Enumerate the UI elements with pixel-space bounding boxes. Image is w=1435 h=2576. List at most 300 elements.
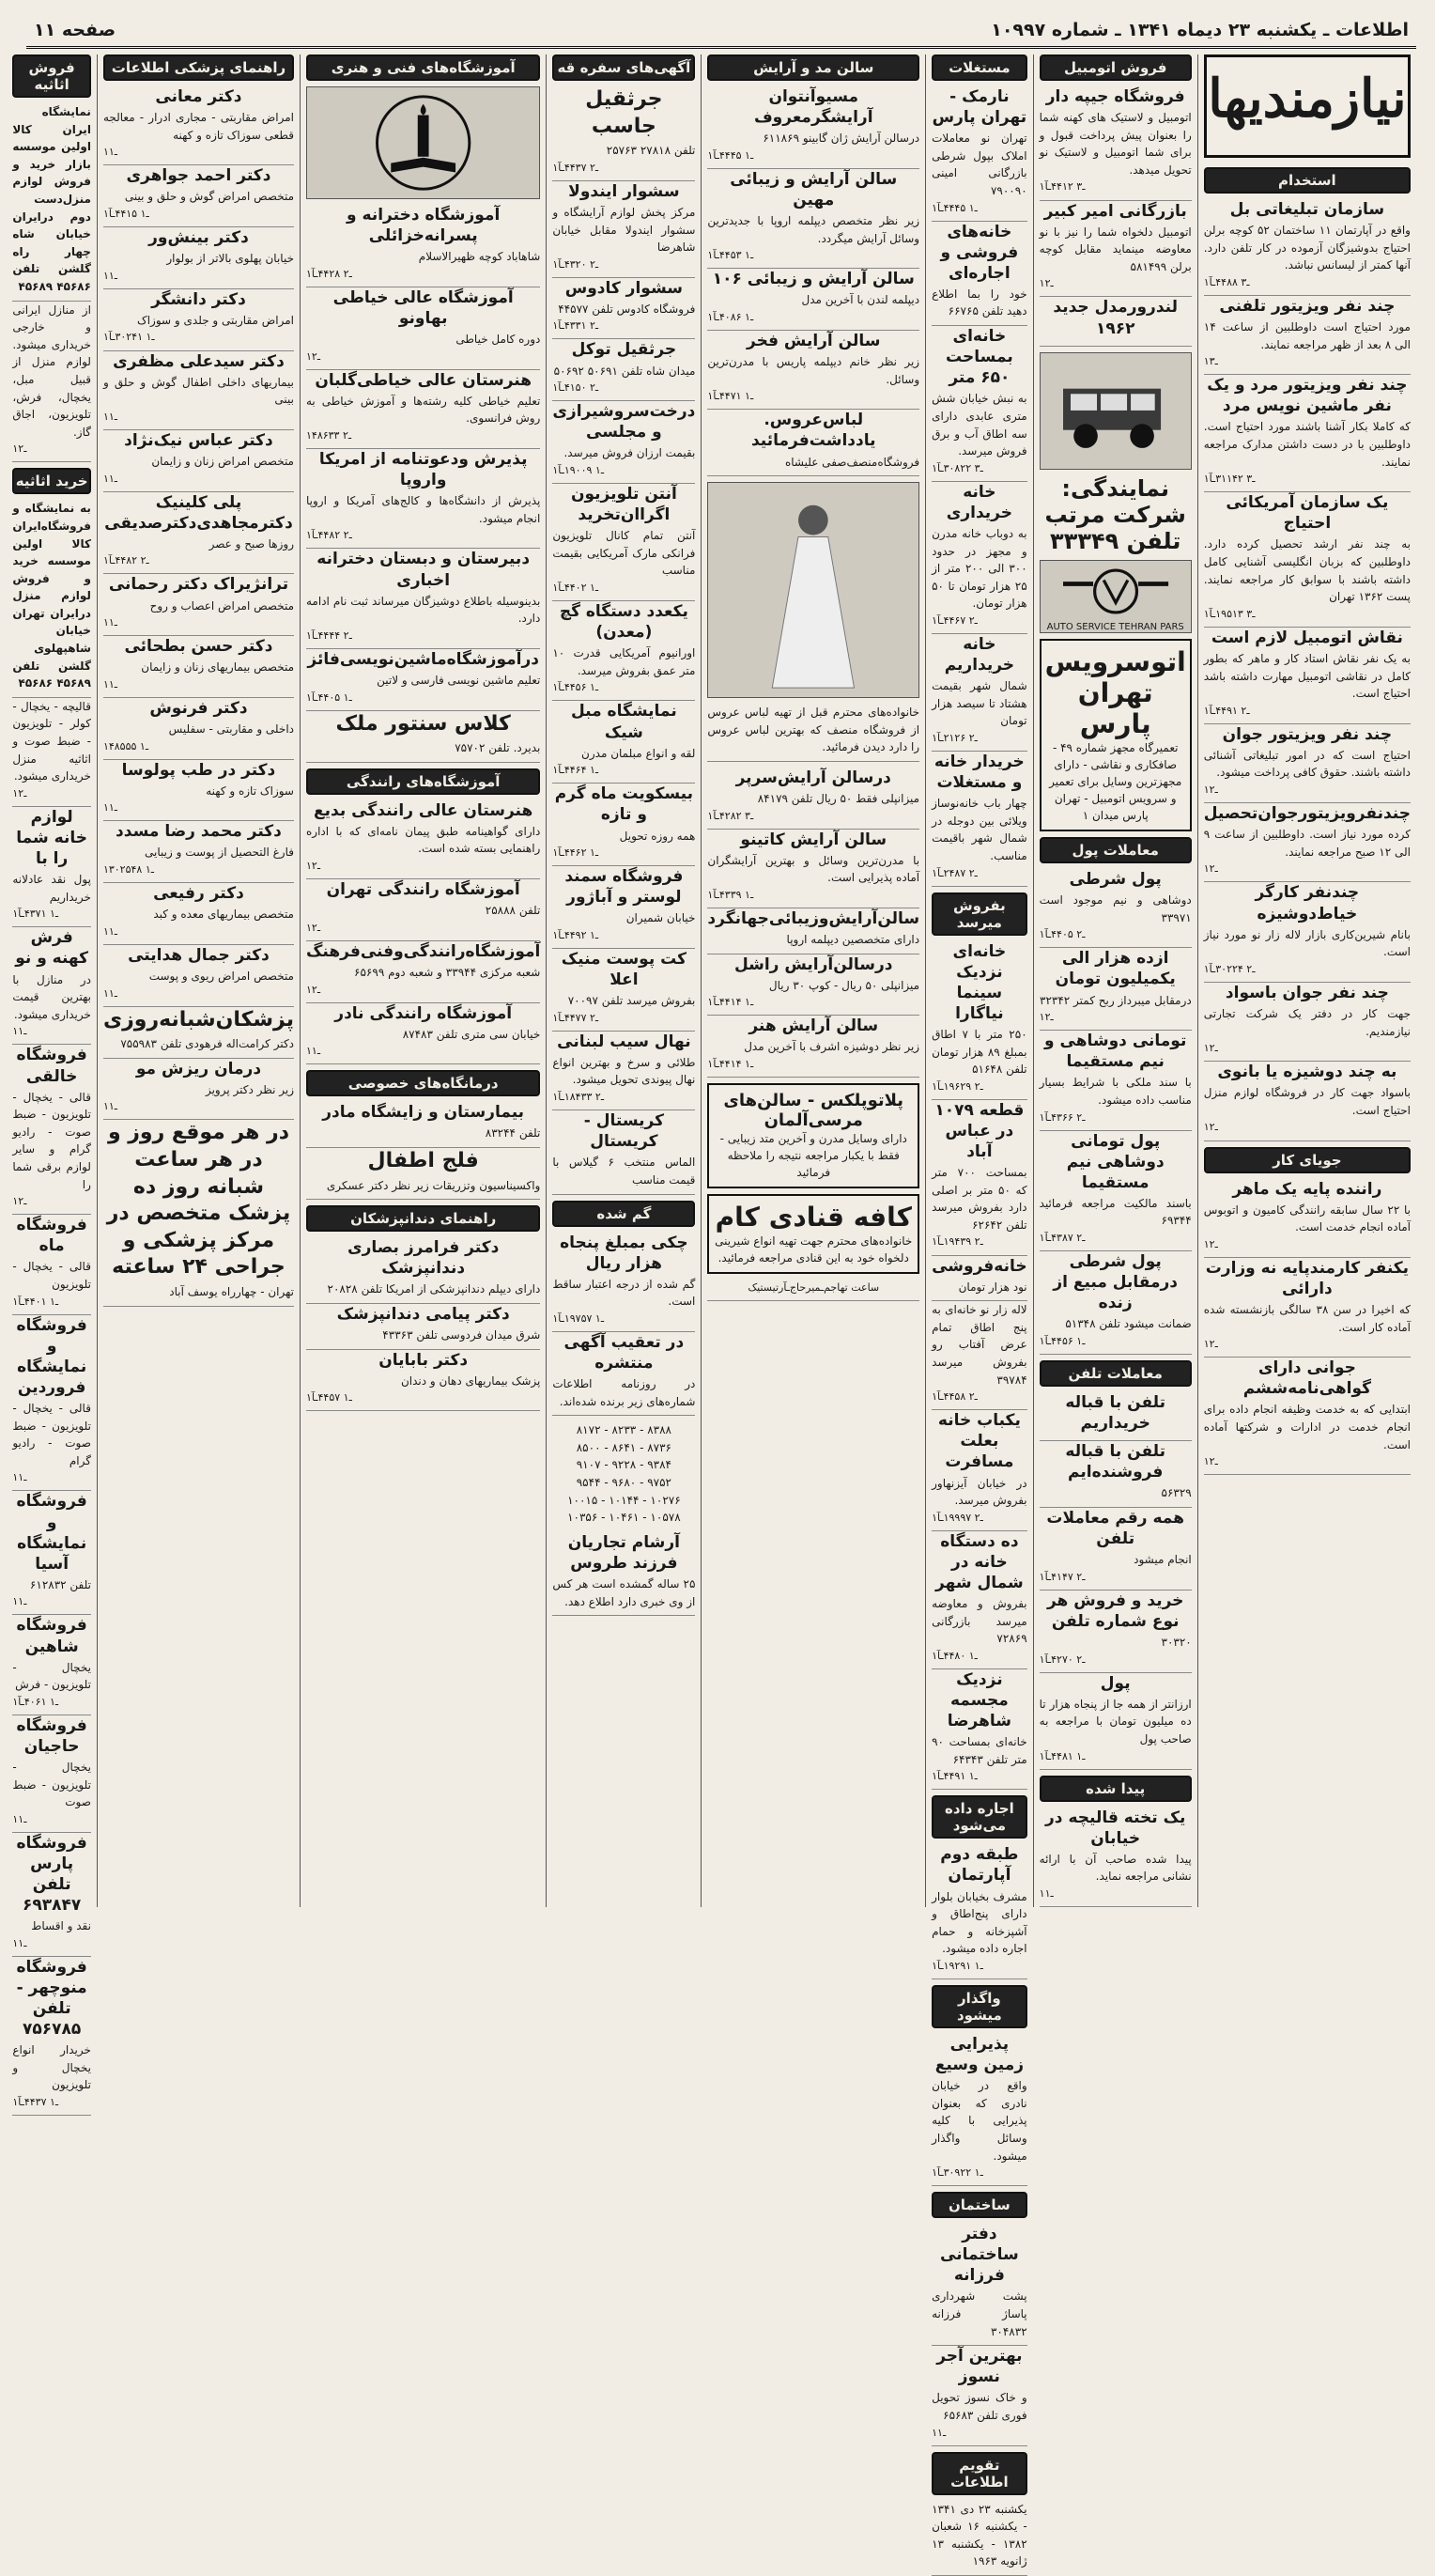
ad-body: فروشگاه کادوس تلفن ۴۴۵۷۷ <box>558 302 696 316</box>
ad-heading: در هر موقع روز و در هر ساعت شبانه روز ده پزشک متخصص در مرکز پزشکی و جراحی ۲۴ ساعته <box>106 1121 291 1280</box>
ad-body: مورد احتیاج است داوطلبین از ساعت ۱۴ الی ۸ بعد از ظهر مراجعه نمایند. <box>1203 320 1411 351</box>
ad-reference: ۱ـ۱ ۴۸۵۵۵ <box>102 739 149 753</box>
classified-ad <box>306 879 540 941</box>
ad-body: با سند ملکی با شرایط بسیار مناسب داده میشود. <box>1039 1076 1192 1107</box>
ad-body: تلفن ۸۳۲۴۴ <box>485 1126 541 1141</box>
ad-heading: جرثقیل جاسب <box>585 87 663 138</box>
ad-reference: ۱ـ۱ ۴۳۳۹ـآ <box>707 888 754 901</box>
ad-reference: ۱ـ۲ <box>306 349 321 363</box>
ad-heading: فروشگاه منوچهر - تلفن ۷۵۶۷۸۵ <box>16 1957 87 2040</box>
classified-ad <box>707 410 919 476</box>
ad-heading: سشوار کادوس <box>564 278 683 298</box>
ad-reference: ۱ـ۲ <box>1203 784 1218 797</box>
ad-body: زیر نظر متخصص دیپلمه اروپا با جدیدترین وسائل آرایش میگردد. <box>707 214 920 245</box>
classified-ad <box>306 1148 540 1200</box>
ad-heading: فروشگاه جیپه دار <box>1045 87 1185 106</box>
ad-heading: خانه خریداری <box>946 482 1012 522</box>
ad-heading: درخت‌سروشیرازی و مجلسی <box>552 402 696 442</box>
ad-heading: خانه‌ای بمساحت ۶۵۰ متر <box>946 327 1013 388</box>
classified-ad <box>1040 1251 1192 1355</box>
ad-reference: ۱ـ۱ ۳۰۹۲۲ـآ <box>932 2166 983 2180</box>
property-ads <box>932 86 1027 887</box>
ad-body: خانه‌ای بمساحت ۹۰ متر تلفن ۶۴۳۴۳ <box>932 1735 1027 1766</box>
section-header-dentists: راهنمای دندانپزشکان <box>306 1205 540 1232</box>
ad-body: تعلیم خیاطی کلیه رشته‌ها و آموزش خیاطی به روش فرانسوی. <box>306 394 541 426</box>
classified-ad <box>1040 1508 1192 1591</box>
ad-heading: تلفن با قباله خریداریم <box>1065 1393 1165 1434</box>
ad-reference: ۱ـ۱ <box>12 1025 27 1038</box>
classified-ad <box>1204 1062 1411 1141</box>
ad-body: واقع در خیابان نادری که بعنوان پذیرایی با کلیه وسائل واگذار میشود. <box>932 2079 1027 2163</box>
classified-ad <box>103 574 294 636</box>
ad-body: با ۲۲ سال سابقه رانندگی کامیون و اتوبوس آماده انجام خدمت است. <box>1203 1203 1412 1234</box>
ad-heading: یکنفر کارمندپایه نه وزارت دارائی <box>1205 1258 1410 1298</box>
ad-heading: در تعقیب آگهی منتشره <box>563 1332 685 1373</box>
classified-ad <box>1040 1591 1192 1673</box>
ad-reference: ۱ـ۱ ۴۴۷۱ـآ <box>707 390 754 403</box>
ad-body: نود هزار تومان <box>958 1280 1027 1294</box>
ad-body: قالی - یخچال - تلویزیون - ضبط صوت - رادیو گرام <box>12 1402 91 1467</box>
ad-body: متخصص امراض زنان و زایمان <box>151 454 294 468</box>
ad-heading: لباس‌عروس. یادداشت‌فرمائید <box>750 411 876 451</box>
ad-body: میزانپلی فقط ۵۰ ریال تلفن ۸۴۱۷۹ <box>757 791 920 805</box>
building-ads <box>932 2224 1027 2445</box>
ad-heading: فروشگاه و نمایشگاه آسیا <box>16 1492 87 1574</box>
ad-heading: نمایشگاه مبل شیک <box>571 702 677 742</box>
classified-ad <box>1204 296 1411 375</box>
ad-heading: سالن‌آرایش‌وزیبائی‌جهانگرد <box>707 908 920 928</box>
classified-ad <box>103 698 294 760</box>
classified-ad <box>12 807 91 928</box>
ad-body: متخصص امراض اعصاب و روح <box>149 598 294 613</box>
ad-heading: خانه‌های فروشی و اجاره‌ای <box>940 222 1019 283</box>
ad-body: ابتدایی که به خدمت وظیفه انجام داده برای انجام خدمت در ادارات و شرکتها آماده است. <box>1203 1403 1411 1451</box>
ad-reference: ۱ـ۱ ۴۳۷۱ـآ <box>12 908 59 921</box>
ad-heading: دکتر در طب پولوسا <box>121 760 276 780</box>
more-salon-ads <box>707 768 919 1078</box>
ad-body: بدیرد. تلفن ۷۵۷۰۲ <box>455 741 541 755</box>
classified-ad <box>552 1233 695 1332</box>
ad-reference: ۱ـ۲ ۴۳۶۶ـآ <box>1039 1110 1086 1124</box>
furniture-sale-ads <box>12 103 91 462</box>
ad-heading: دکتر عباس نیک‌نژاد <box>124 430 273 450</box>
classified-ad <box>103 430 294 492</box>
ad-body: به چند نفر ارشد تحصیل کرده دارد. داوطلبین که بزبان انگلیسی آشنایی کامل داشته باشند با سوابق کار مراجعه نمایند. پست ۱۳۶۲ تهران <box>1203 537 1411 604</box>
ad-body: تعلیم ماشین نویسی فارسی و لاتین <box>377 673 541 687</box>
ad-heading: خانه‌ای نزدیک سینما نیاگارا <box>952 941 1007 1023</box>
ad-reference: ۱ـ۱ ۱۹۰۰۹ـآ <box>552 464 605 476</box>
ad-body: زیر نظر خانم دیپلمه پاریس با مدرن‌ترین وسائل. <box>707 355 920 386</box>
ad-body: بمساحت ۷۰۰ متر که ۵۰ متر بر اصلی دارد بفروش میرسد تلفن ۶۲۶۴۲ <box>932 1166 1027 1232</box>
ad-body: انجام میشود <box>1134 1553 1192 1567</box>
classified-ad <box>932 326 1027 482</box>
ad-heading: درمان ریزش مو <box>135 1059 262 1079</box>
ad-reference: ۱ـ۱ <box>102 1100 118 1113</box>
ad-reference: ۱ـ۲ ۴۸۶۳۳ <box>306 428 352 442</box>
ad-heading: سالن آرایش و زیبائی مهین <box>730 169 898 209</box>
classified-ad <box>707 331 919 410</box>
ad-body: شعبه مرکزی ۳۳۹۴۴ و شعبه دوم ۶۵۶۹۹ <box>354 965 541 979</box>
number-row: ۱۰۰۱۵ - ۱۰۱۴۴ - ۱۰۲۷۶ <box>567 1493 681 1507</box>
ad-heading: لندرورمدل جدید ۱۹۶۲ <box>1053 298 1178 338</box>
classified-ad <box>306 800 540 879</box>
ad-body: قالیچه - یخچال - کولر - تلویزیون - ضبط صوت و اثاثیه منزل خریداری میشود. <box>12 699 91 784</box>
ad-reference: ۱ـ۲ ۴۴۷۷ـآ <box>552 1011 599 1024</box>
ad-body: امراض مقاربتی - مجاری ادرار - معالجه قطعی سوزاک تازه و کهنه <box>102 111 294 142</box>
ad-reference: ۱ـ۱ <box>932 2426 947 2439</box>
ad-reference: ۱ـ۲ ۴۱۴۷ـآ <box>1039 1570 1086 1583</box>
section-header-phone: معاملات تلفن <box>1040 1360 1192 1387</box>
ad-heading: پزشکان‌شبانه‌روزی <box>102 1007 294 1032</box>
issue-line: اطلاعات ـ یکشنبه ۲۳ دیماه ۱۳۴۱ ـ شماره ۱۰۹۹۷ <box>991 19 1409 40</box>
transfer-ads <box>932 2034 1027 2186</box>
classified-ad <box>552 784 695 866</box>
closing-ads <box>552 1532 695 1616</box>
ad-body: گم شده از درجه اعتبار ساقط است. <box>552 1277 696 1309</box>
ad-reference: ۱ـ۳ ۴۴۱۲ـآ <box>1039 180 1086 194</box>
ad-heading: هنرستان عالی خیاطی‌گلبان <box>315 370 532 390</box>
bride-icon <box>708 483 918 697</box>
ad-heading: یک سازمان آمریکائی احتیاج <box>1226 493 1389 534</box>
classified-ad <box>1040 201 1192 298</box>
bride-text: خانواده‌های محترم قبل از تهیه لباس عروس از فروشگاه منصف که بهترین لباس عروس را دارد دیدن فرمائید. <box>707 704 919 762</box>
classified-ad <box>552 866 695 949</box>
ad-heading: نزدیک مجسمه شاهرضا <box>947 1669 1012 1731</box>
calendar-text: یکشنبه ۲۳ دی ۱۳۴۱ - یکشنبه ۱۶ شعبان ۱۳۸۲ - یکشنبه ۱۳ ژانویه ۱۹۶۳ <box>932 2501 1027 2576</box>
ad-reference: ۱ـ۱ <box>12 1595 27 1608</box>
classified-ad <box>707 830 919 908</box>
lost-ads <box>552 1233 695 1417</box>
ad-reference: ۱ـ۳ ۴۲۸۲ـآ <box>707 809 754 822</box>
classified-ad <box>552 701 695 784</box>
section-header-doctors: راهنمای پزشکی اطلاعات <box>103 54 294 81</box>
ad-body: دوشاهی و نیم موجود است ۳۳۹۷۱ <box>1039 893 1192 924</box>
section-header-art-schools: آموزشگاه‌های فنی و هنری <box>306 54 540 81</box>
ad-reference: ۱ـ۱ ۴۴۵۷ـآ <box>306 1391 352 1404</box>
classified-ad <box>12 927 91 1045</box>
ad-body: ضمانت میشود تلفن ۵۱۳۴۸ <box>1065 1317 1192 1331</box>
section-title: نیازمندیها <box>1204 54 1411 158</box>
ad-reference: ۱ـ۱ ۴۴۸۱ـآ <box>1039 1749 1086 1762</box>
ad-reference: ۱ـ۲ <box>306 921 321 934</box>
ad-body: به دوباب خانه مدرن و مجهز در حدود ۳۰۰ الی ۲۰۰ متر از ۲۵ هزار تومان تا ۵۰ هزار تومان. <box>932 526 1027 611</box>
ad-heading: فروشگاه خالقی <box>16 1046 87 1086</box>
section-header-transfer: واگذار میشود <box>932 1985 1027 2028</box>
furniture-buy-ads <box>12 500 91 2116</box>
doctor-ads <box>103 86 294 1307</box>
ad-body: بقیمت ارزان فروش میرسد. <box>563 446 696 460</box>
ad-heading: آموزشگاه‌رانندگی‌وفنی‌فرهنگ <box>306 941 541 961</box>
ad-body: قالی - یخچال - تلویزیون - ضبط صوت - رادیو گرام و سایر لوازم برقی شما را <box>12 1090 91 1191</box>
classified-ad <box>1040 948 1192 1031</box>
ad-body: درمقابل میبرداز ربح کمتر ۳۲۳۴۲ <box>1040 993 1192 1007</box>
classified-ad <box>932 222 1027 326</box>
ad-heading: هنرستان عالی رانندگی بدیع <box>314 800 533 820</box>
ad-reference: ۱ـ۱ ۴۴۰۱ـآ <box>12 1295 59 1308</box>
classified-ad <box>306 1102 540 1148</box>
ad-body: متخصص بیماریهای معده و کبد <box>153 908 294 922</box>
classified-ad <box>932 634 1027 752</box>
section-header-furniture-buy: خرید اثاثیه <box>12 468 91 494</box>
ad-heading: تومانی دوشاهی و نیم مستقیما <box>1044 1032 1187 1072</box>
classified-ad <box>12 1715 91 1833</box>
ad-heading: جوانی دارای گواهی‌نامه‌ششم <box>1242 1358 1372 1399</box>
ad-heading: درسالن آرایش‌سرپر <box>735 768 891 787</box>
ad-heading: ازده هزار الی یکمیلیون تومان <box>1055 949 1176 989</box>
ad-heading: دکتر حسن بطحائی <box>124 637 273 657</box>
number-row: ۱۰۳۵۶ - ۱۰۴۶۱ - ۱۰۵۷۸ <box>567 1511 681 1525</box>
ad-heading: لوازم خانه شما را با <box>16 807 88 869</box>
classified-ad <box>1040 869 1192 948</box>
ad-heading: راننده پایه یک ماهر <box>1232 1179 1382 1199</box>
classified-ad <box>932 1531 1027 1669</box>
ad-heading: پذیرایی زمین وسیع <box>934 2034 1025 2075</box>
ad-reference: ۱ـ۲ ۴۴۳۷ـآ <box>552 161 599 174</box>
cafe-ad <box>707 1194 919 1274</box>
ad-body: خود را بما اطلاع دهید تلفن ۶۶۷۶۵ <box>932 287 1027 318</box>
ad-heading: بیسکویت ماه گرم و تازه <box>554 784 693 825</box>
column-6 <box>300 54 546 1907</box>
section-header-driving: آموزشگاه‌های رانندگی <box>306 768 540 795</box>
classified-ad <box>707 269 919 331</box>
ad-body: ۲۵ ساله گمشده است هر کس از وی خبری دارد اطلاع دهد. <box>552 1577 696 1608</box>
ad-reference: ۱ـ۱ ۴۴۶۴ـآ <box>552 764 599 777</box>
section-header-calendar: تقویم اطلاعات <box>932 2452 1027 2495</box>
ad-reference: ۱ـ۲ ۴۴۸۲ـآ <box>306 529 352 542</box>
ad-heading: چندنفر کارگر خیاط‌دوشیزه <box>1255 883 1360 923</box>
ad-reference: ۱ـ۳ ۳۱۱۴۲ـآ <box>1203 473 1256 486</box>
ad-heading: یک تخته قالیچه در خیابان <box>1045 1808 1186 1848</box>
ad-heading: سشوار ایندولا <box>568 181 680 201</box>
ad-body: امراض مقاربتی و جلدی و سوزاک <box>136 313 294 327</box>
ad-body: متخصص امراض گوش و حلق و بینی <box>124 190 294 204</box>
ad-reference: ۱ـ۱ <box>306 1045 321 1058</box>
classified-ad <box>1204 199 1411 296</box>
ad-body: مشرف بخیابان بلوار دارای پنج‌اطاق و آشپزخانه و حمام اجاره داده میشود. <box>932 1889 1027 1956</box>
classified-ad <box>1040 1131 1192 1252</box>
ad-reference: ۱ـ۲ ۳۰۲۲۴ـآ <box>1203 962 1256 975</box>
section-header-building: ساختمان <box>932 2192 1027 2218</box>
classified-ad <box>306 287 540 370</box>
classified-ad <box>1040 1392 1192 1441</box>
classified-ad <box>103 492 294 575</box>
classified-ad <box>552 601 695 701</box>
ad-reference: ۱ـ۱ <box>102 801 118 815</box>
ad-reference: ۱ـ۲ <box>12 1195 27 1208</box>
classified-ad <box>932 1410 1027 1531</box>
ad-body: که اخیرا در سن ۳۸ سالگی بازنشسته شده آماده کار است. <box>1203 1303 1411 1334</box>
driving-ads <box>306 800 540 1065</box>
ad-body: در روزنامه اطلاعات شماره‌های زیر برنده شده‌اند. <box>552 1377 696 1408</box>
ad-reference: ۱ـ۱ <box>102 269 118 282</box>
ad-heading: دکتر بابایان <box>378 1350 469 1370</box>
classified-ad <box>552 339 695 401</box>
classified-ad <box>306 1003 540 1065</box>
classified-ad <box>103 636 294 698</box>
ad-reference: ۱ـ۲ <box>1203 1042 1218 1055</box>
classified-ad <box>932 1669 1027 1791</box>
classified-ad <box>707 908 919 954</box>
ad-reference: ۱ـ۲ <box>1039 277 1054 290</box>
ad-reference: ۱ـ۱ ۴۴۰۵ـآ <box>306 691 352 704</box>
ad-body: دوره کامل خیاطی <box>455 333 541 347</box>
classified-ad <box>306 549 540 648</box>
ad-reference: ۱ـ۲ <box>1203 862 1218 876</box>
classified-ad <box>707 169 919 269</box>
column-4 <box>701 54 925 1907</box>
ad-reference: ۱ـ۳ ۴۴۸۸ـآ <box>1203 275 1250 288</box>
classified-ad <box>103 760 294 822</box>
ad-heading: همه رقم معاملات تلفن <box>1046 1509 1184 1549</box>
ad-reference: ۱ـ۳ ۱۹۵۱۳ـآ <box>1203 607 1256 620</box>
section-header-salon: سالن مد و آرایش <box>707 54 919 81</box>
ad-reference: ۱ـ۱ ۳۰۲۴۱ـآ <box>102 331 155 344</box>
ad-body: ۲۵۰ متر با ۷ اطاق بمبلغ ۸۹ هزار تومان تلفن ۵۱۶۴۸ <box>932 1027 1027 1077</box>
dining-ads <box>552 86 695 1195</box>
classified-ad <box>552 1332 695 1416</box>
ad-reference: ۱ـ۲ <box>12 442 27 456</box>
classified-ad <box>1204 983 1411 1062</box>
classified-ad <box>552 1032 695 1110</box>
classified-ad <box>103 821 294 883</box>
ad-body: آنتن تمام کانال تلویزیون فرانکی مارک آمریکایی بقیمت مناسب <box>552 529 696 578</box>
ad-body: قالی - یخچال - تلویزیون <box>12 1260 91 1291</box>
ad-reference: ۱ـ۱ ۴۴۳۷ـآ <box>12 2096 59 2109</box>
classified-ad <box>932 86 1027 222</box>
pantopaks-title: پلاتوپلکس - سالن‌های مرسی‌آلمان <box>723 1091 904 1131</box>
ad-reference: ۱ـ۲ <box>1039 1011 1054 1024</box>
section-header-employment: استخدام <box>1204 167 1411 194</box>
ad-body: زیر نظر دوشیزه اشرف با آخرین مدل <box>744 1040 920 1054</box>
ad-heading: سازمان تبلیغاتی بل <box>1229 200 1385 219</box>
ad-body: متخصص امراض ریوی و پوست <box>148 969 294 983</box>
auto-ads <box>1040 86 1192 347</box>
section-header-job-seekers: جویای کار <box>1204 1147 1411 1173</box>
classified-ad <box>1204 628 1411 724</box>
classified-ad <box>932 1844 1027 1979</box>
school-logo <box>306 86 540 199</box>
employment-ads <box>1204 199 1411 1141</box>
ad-body: جهت کار در دفتر یک شرکت تجارتی نیازمندیم. <box>1203 1006 1411 1038</box>
classified-ad <box>1204 803 1411 882</box>
ad-heading: خانه‌فروشی <box>932 1256 1027 1276</box>
ad-body: با مدرن‌ترین وسائل و بهترین آرایشگران آماده پذیرایی است. <box>707 853 920 885</box>
ad-body: به یک نفر نقاش استاد کار و ماهر که بطور کامل در نقاشی اتومبیل مهارت داشته باشد احتیاج است. <box>1203 651 1411 701</box>
ad-heading: یکعدد دستگاه گچ (معدن) <box>559 602 688 643</box>
ad-reference: ۱ـ۱ ۴۴۱۴ـآ <box>707 996 754 1009</box>
classified-ad <box>12 698 91 807</box>
for-sale-ads <box>932 941 1027 1791</box>
ad-heading: دکتر معانی <box>155 87 242 106</box>
candle-book-icon <box>307 87 539 198</box>
ad-heading: طبقه دوم آپارتمان <box>940 1845 1019 1885</box>
classified-ad <box>306 370 540 449</box>
ad-heading: پلی کلینیک دکترمجاهدی‌دکترصدیقی <box>104 492 293 533</box>
classified-ad <box>1040 86 1192 201</box>
ad-body: باسواد جهت کار در فروشگاه لوازم منزل احتیاج است. <box>1203 1086 1411 1117</box>
ad-reference: ۱ـ۱ ۱۹۷۵۷ـآ <box>552 1311 605 1325</box>
classified-ad <box>306 649 540 711</box>
ad-body: بانام شیرین‌کاری بازار لاله زار نو مورد نیاز است. <box>1203 927 1411 959</box>
classified-ad <box>12 1045 91 1215</box>
ad-body: تلفن ۶۱۲۸۳۲ <box>29 1577 91 1591</box>
classified-ad <box>932 482 1027 634</box>
ad-reference: ۱ـ۱ <box>102 616 118 629</box>
ad-heading: چند نفر ویزیتور تلفنی <box>1219 296 1396 316</box>
ad-body: خیابان پهلوی بالاتر از بولوار <box>166 252 294 266</box>
pantopaks-ad <box>707 1083 919 1188</box>
classified-ad <box>12 1957 91 2116</box>
ad-reference: ۱ـ۱ ۴۴۹۱ـآ <box>932 1770 978 1783</box>
ad-body: چهار باب خانه‌نوساز ویلائی بین دوجله در شمال شهر باقیمت مناسب. <box>932 797 1027 862</box>
ad-heading: پذیرش ودعوتنامه از امریکا واروپا <box>318 449 528 490</box>
land-rover-icon <box>1041 353 1191 469</box>
classified-ad <box>552 86 695 181</box>
ad-heading: فروشگاه و نمایشگاه فروردین <box>16 1315 87 1397</box>
ad-reference: ۱ـ۱ ۴۴۵۶ـآ <box>552 681 599 694</box>
section-header-dining: آگهی‌های سفره قه <box>552 54 695 81</box>
ad-reference: ۱ـ۱ <box>102 410 118 423</box>
ad-body: فارغ التحصیل از پوست و زیبایی <box>145 846 294 860</box>
ad-body: دارای متخصصین دیپلمه اروپا <box>786 933 920 947</box>
ad-reference: ۱ـ۲ ۱۸۴۳۳ـآ <box>552 1091 605 1104</box>
ad-body: به نمایشگاه و فروشگاه‌ایران کالا اولین موسسه خرید و فروش لوازم منزل درایران تهران خیابان شاهپهلوی گلشن تلفن ۴۵۶۸۹ ۴۵۶۸۶ <box>12 502 91 691</box>
ad-reference: ۱ـ۲ ۴۴۵۸ـآ <box>932 1390 978 1404</box>
classified-ad <box>552 278 695 340</box>
job-seeker-ads <box>1204 1179 1411 1476</box>
ad-body: ۳۰۳۲۰ <box>1161 1636 1192 1650</box>
column-7 <box>97 54 300 1907</box>
section-header-money: معاملات پول <box>1040 837 1192 863</box>
classified-ad <box>932 752 1027 887</box>
auto-service-label: AUTO SERVICE TEHRAN PARS <box>1046 622 1184 633</box>
ad-heading: کت پوست منیک اعلا <box>561 949 687 990</box>
ad-reference: ۱ـ۲ <box>1203 1338 1218 1351</box>
classified-ad <box>1204 1358 1411 1475</box>
classified-ad <box>103 883 294 945</box>
ad-heading: کلاس سنتور ملک <box>335 711 511 736</box>
number-row: ۹۵۴۴ - ۹۶۸۰ - ۹۷۵۲ <box>576 1476 671 1490</box>
ad-body: شمال شهر بقیمت هشتاد تا سیصد هزار تومان <box>932 679 1027 728</box>
classified-ad <box>707 768 919 830</box>
ad-heading: فروشگاه پارس تلفن ۶۹۳۸۴۷ <box>16 1833 87 1916</box>
ad-heading: پول تومانی دوشاهی نیم مستقیما <box>1066 1131 1165 1192</box>
found-ads <box>1040 1808 1192 1907</box>
ad-heading: بازرگانی امیر کبیر <box>1043 201 1187 221</box>
classified-ad <box>103 227 294 289</box>
ad-heading: نهال سیب لبنانی <box>557 1032 691 1051</box>
ad-heading: سالن آرایش هنر <box>748 1016 879 1036</box>
classified-ad <box>1040 1441 1192 1508</box>
ad-reference: ۱ـ۲ <box>1203 1121 1218 1134</box>
ad-body: ارزانتر از همه جا از پنجاه هزار تا ده میلیون تومان با مراجعه به صاحب پول <box>1039 1697 1192 1746</box>
ad-heading: چند نفر ویزیتور مرد و یک نفر ماشین نویس مرد <box>1207 376 1408 416</box>
classified-ad <box>552 484 695 601</box>
ad-reference: ۱ـ۱ ۴۴۰۲ـآ <box>552 582 599 595</box>
classified-ad <box>12 1615 91 1715</box>
ad-heading: پول <box>1100 1673 1131 1693</box>
ad-reference: ۱ـ۱ <box>12 1471 27 1484</box>
rent-ads <box>932 1844 1027 1979</box>
classified-ad <box>1204 1179 1411 1258</box>
ad-reference: ۱ـ۲ ۴۳۸۷ـآ <box>1039 1232 1086 1245</box>
column-3 <box>925 54 1033 2568</box>
ad-body: پول نقد عادلانه خریداریم <box>12 873 91 904</box>
section-header-clinics: درمانگاه‌های خصوصی <box>306 1070 540 1096</box>
ad-body: مرکز پخش لوازم آرایشگاه و سشوار ایندولا مقابل خیابان شاهرضا <box>552 205 696 255</box>
ad-heading: آموزشگاه دخترانه و پسرانه‌خزائلی <box>347 206 501 246</box>
ad-heading: آموزشگاه رانندگی نادر <box>334 1003 513 1023</box>
